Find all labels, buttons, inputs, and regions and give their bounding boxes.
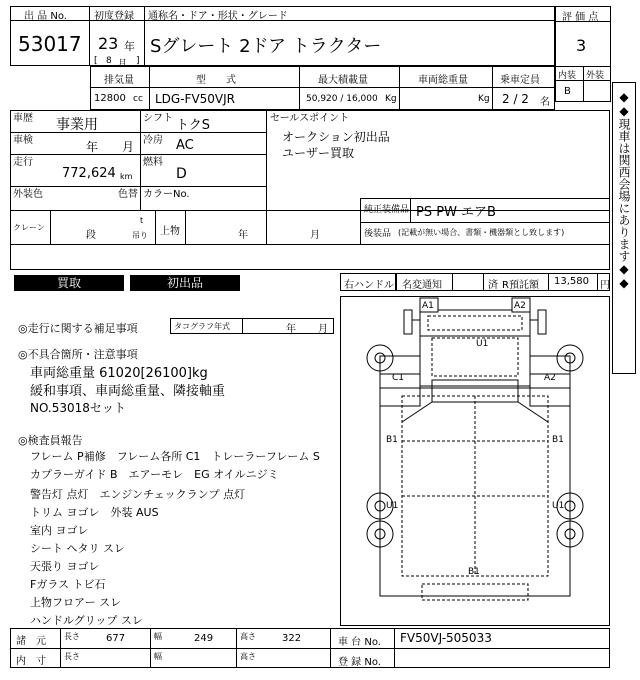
reg-year: 23 <box>98 34 119 53</box>
diagram-label-c1: C1 <box>392 373 405 383</box>
name-change-label: 名変通知 <box>402 280 442 291</box>
type-value: LDG-FV50VJR <box>155 92 236 106</box>
defect-line-2: 緩和事項、車両総重量、隣接軸重 <box>30 384 226 399</box>
inspection-year-unit: 年 <box>86 140 99 154</box>
inspector-line-2: カプラーガイド B エアーモレ EG オイルニジミ <box>30 468 279 481</box>
defect-line-3: NO.53018セット <box>30 401 126 415</box>
height-label: 高さ <box>240 632 256 641</box>
capacity-unit: 名 <box>540 97 550 108</box>
sales-point-label: セールスポイント <box>270 113 350 124</box>
crane-ton-unit: t <box>140 216 144 225</box>
inner-height-label: 高さ <box>240 652 256 661</box>
mileage-unit: km <box>120 172 133 181</box>
inner-width-label: 幅 <box>154 652 162 661</box>
inspector-line-5: 室内 ヨゴレ <box>30 524 89 537</box>
score-label: 評 価 点 <box>562 12 599 23</box>
inspector-line-1: フレーム P補修 フレーム各所 C1 トレーラーフレーム S <box>30 450 320 463</box>
mileage-label: 走行 <box>13 157 33 168</box>
diagram-label-b1-right: B1 <box>552 435 564 445</box>
r-deposit-label: R預託額 <box>502 280 539 291</box>
right-handle-box: 右ハンドル <box>340 273 396 291</box>
inspection-month-unit: 月 <box>122 140 135 154</box>
diagram-label-a2-top: A2 <box>514 301 526 311</box>
r-deposit-unit: 円 <box>600 280 610 291</box>
shift-value: トクS <box>176 118 210 133</box>
diagram-label-u1-left: U1 <box>386 501 399 511</box>
displacement-label: 排気量 <box>104 75 134 86</box>
upper-label: 上物 <box>160 226 180 237</box>
registration-label: 登 録 No. <box>338 657 381 668</box>
reg-year-unit: 年 <box>124 40 135 53</box>
inspector-line-10: ハンドルグリップ スレ <box>30 614 143 627</box>
diagram-label-u1-right: U1 <box>552 501 565 511</box>
r-deposit-amount: 13,580 <box>554 276 589 287</box>
inspector-line-3: 警告灯 点灯 エンジンチェックランプ 点灯 <box>30 488 246 501</box>
length-value: 677 <box>106 633 126 644</box>
mileage-value: 772,624 <box>62 166 116 181</box>
first-reg-label: 初度登録 <box>94 11 134 22</box>
displacement-value: 12800 <box>94 93 126 104</box>
tachograph-label: タコグラフ年式 <box>174 322 230 331</box>
max-load-unit: Kg <box>385 94 397 104</box>
type-label: 型 式 <box>196 75 236 86</box>
chassis-label: 車 台 No. <box>338 637 381 648</box>
inspector-line-4: トリム ヨゴレ 外装 AUS <box>30 506 159 519</box>
chassis-no: FV50VJ-505033 <box>400 631 492 645</box>
dims-label: 諸 元 <box>16 636 46 647</box>
retrofit-label: 後装品 <box>364 229 392 239</box>
equipment-label: 純正装備品 <box>364 205 410 215</box>
first-listing-tag: 初出品 <box>130 275 240 291</box>
diagram-label-a2-side: A2 <box>544 373 556 383</box>
displacement-unit: cc <box>133 94 143 104</box>
inspector-line-7: 天張り ヨゴレ <box>30 560 100 573</box>
diagram-label-a1: A1 <box>422 301 434 311</box>
inspector-line-8: Fガラス トビ石 <box>30 578 106 591</box>
tachograph-year-unit: 年 <box>286 324 296 335</box>
history-value: 事業用 <box>56 117 98 133</box>
gross-weight-unit: Kg <box>478 94 490 104</box>
sales-point-line-1: オークション初出品 <box>282 130 390 144</box>
diagram-label-b1-bottom: B1 <box>468 567 480 577</box>
name-change-box <box>452 273 484 291</box>
model-name: Sグレート 2ドア トラクター <box>150 36 382 57</box>
tachograph-month-unit: 月 <box>318 324 328 335</box>
inspection-label: 車検 <box>13 135 33 146</box>
gross-weight-label: 車両総重量 <box>418 75 468 86</box>
cooling-label: 冷房 <box>143 135 163 146</box>
equipment-value: PS PW エアB <box>416 205 496 220</box>
lot-number: 53017 <box>18 32 82 56</box>
fuel-value: D <box>176 166 187 182</box>
upper-year-unit: 年 <box>238 230 248 241</box>
crane-hook-unit: 吊り <box>132 231 148 240</box>
truck-diagram <box>340 296 610 626</box>
capacity-label: 乗車定員 <box>500 75 540 86</box>
diagram-label-b1-left: B1 <box>386 435 398 445</box>
history-label: 車歴 <box>13 113 33 124</box>
lot-label: 出 品 No. <box>24 11 67 22</box>
inspector-label: ◎検査員報告 <box>18 434 83 447</box>
driving-notes-label: ◎走行に関する補足事項 <box>18 322 138 335</box>
color-no-label: 色替 <box>118 189 138 200</box>
color-code-label: カラーNo. <box>143 189 190 200</box>
reg-month-unit: 月 <box>118 59 128 69</box>
purchase-tag: 買取 <box>14 275 124 291</box>
exterior-color-label: 外装色 <box>13 189 43 200</box>
done-mark: 済 <box>488 280 498 291</box>
max-load-label: 最大積載量 <box>318 75 368 86</box>
max-load-value: 50,920 / 16,000 <box>306 94 378 104</box>
defects-label: ◎不具合箇所・注意事項 <box>18 348 138 361</box>
crane-stage-unit: 段 <box>86 230 96 241</box>
length-label: 長さ <box>64 632 80 641</box>
exterior-label: 外装 <box>586 71 605 81</box>
diagram-label-u1-top: U1 <box>476 339 489 349</box>
height-value: 322 <box>282 633 302 644</box>
upper-month-unit: 月 <box>310 230 320 241</box>
interior-value: B <box>564 86 571 97</box>
interior-label: 内装 <box>558 71 577 81</box>
side-banner: ◆◆現車は関西会場にあります◆◆ <box>617 90 631 290</box>
cooling-value: AC <box>176 138 194 153</box>
fuel-label: 燃料 <box>143 157 163 168</box>
score-value: 3 <box>576 36 587 55</box>
capacity-value: 2 / 2 <box>502 92 529 106</box>
width-value: 249 <box>194 633 214 644</box>
defect-line-1: 車両総重量 61020[26100]kg <box>30 366 208 381</box>
inner-length-label: 長さ <box>64 652 80 661</box>
inner-dims-label: 内 寸 <box>16 656 46 667</box>
inspector-line-9: 上物フロアー スレ <box>30 596 122 609</box>
shift-label: シフト <box>143 113 173 124</box>
sales-point-line-2: ユーザー買取 <box>282 146 355 160</box>
reg-month: 8 <box>106 56 112 66</box>
inspector-line-6: シート ヘタリ スレ <box>30 542 125 555</box>
width-label: 幅 <box>154 632 162 641</box>
model-label: 通称名・ドア・形状・グレード <box>148 11 288 22</box>
crane-label: クレーン <box>13 223 45 232</box>
retrofit-note: (記載が無い場合、書類・機器類とし致します) <box>398 228 565 237</box>
